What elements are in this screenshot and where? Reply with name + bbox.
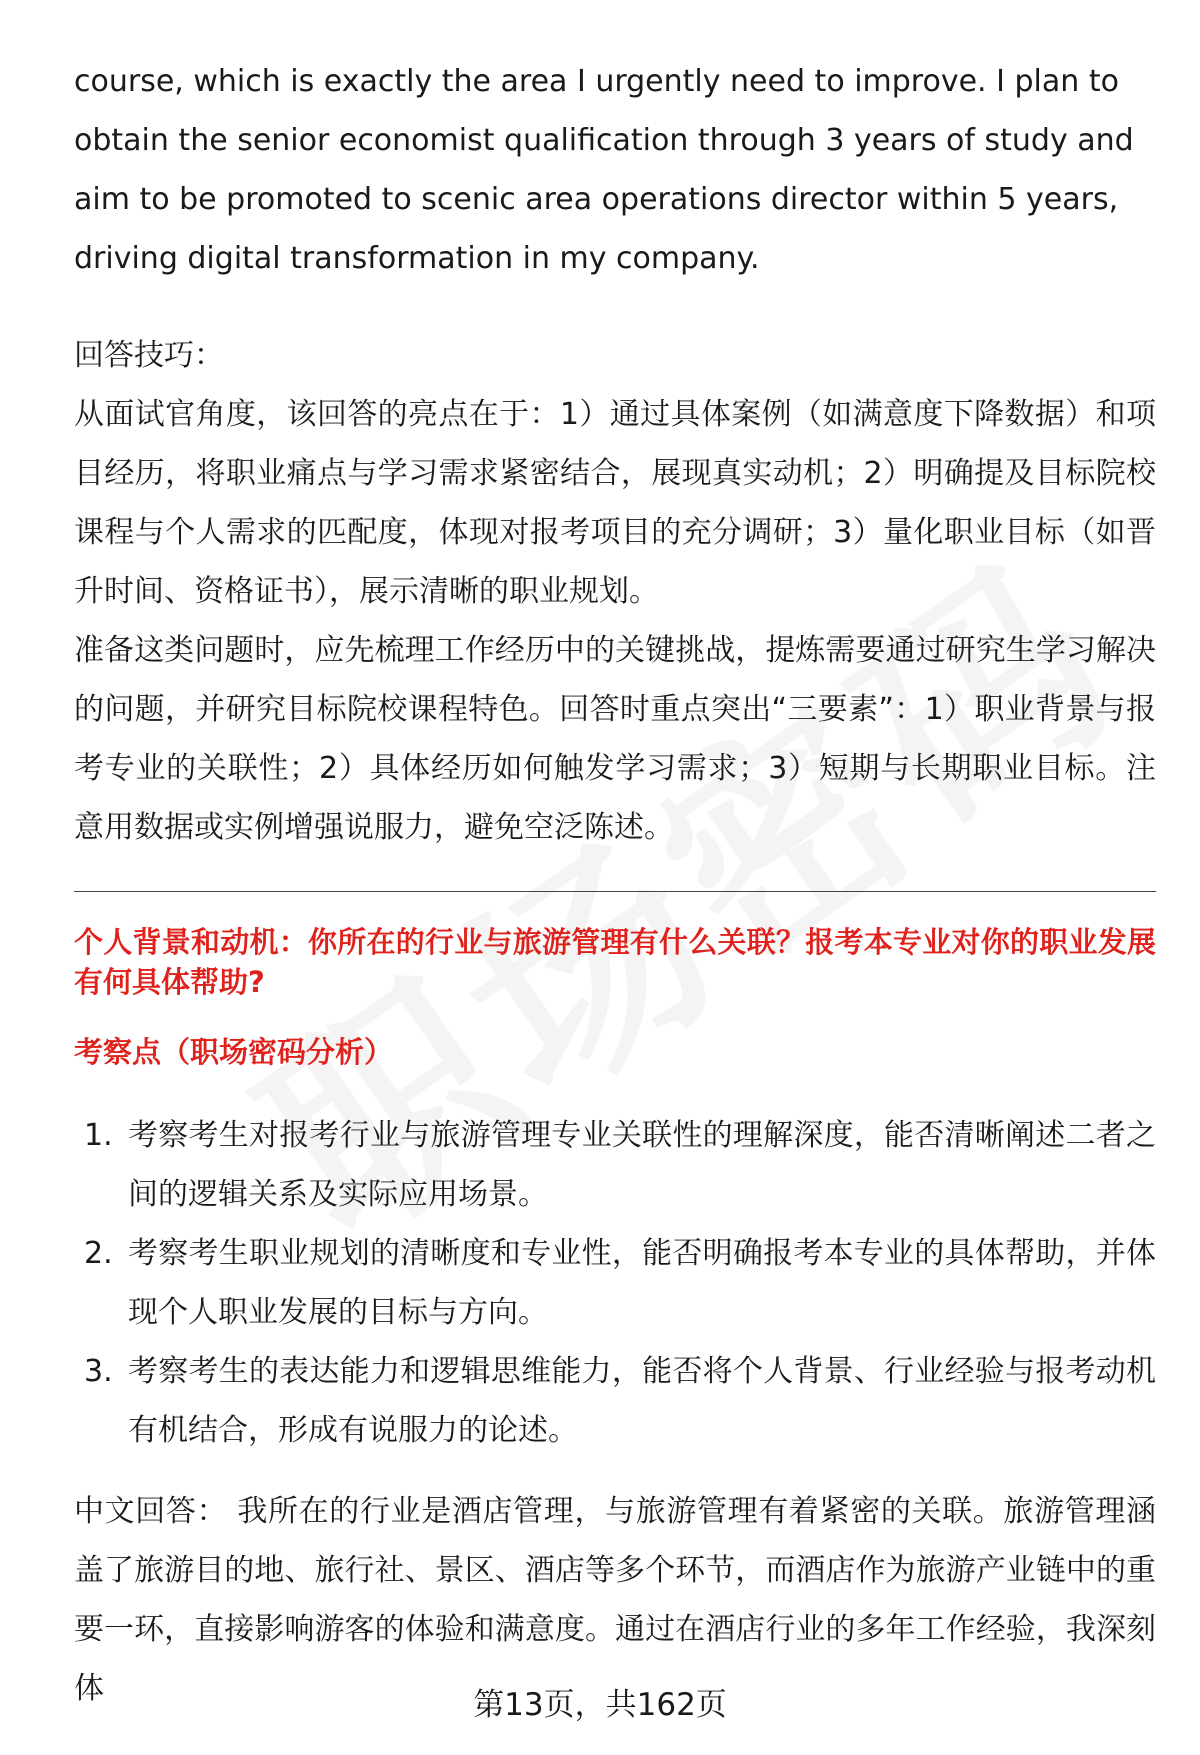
analysis-heading: 考察点（职场密码分析） xyxy=(74,1035,394,1069)
list-item xyxy=(74,1106,1156,1224)
page-number-footer: 第13页，共162页 xyxy=(473,1687,727,1723)
list-item-number: 1. xyxy=(84,1118,113,1153)
analysis-points-list xyxy=(74,1106,1156,1460)
list-item-text: 考察考生对报考行业与旅游管理专业关联性的理解深度，能否清晰阐述二者之间的逻辑关系及实际应用场景。 xyxy=(128,1118,1156,1212)
list-item-text: 考察考生的表达能力和逻辑思维能力，能否将个人背景、行业经验与报考动机有机结合，形成有说服力的论述。 xyxy=(128,1354,1156,1448)
question-heading: 个人背景和动机：你所在的行业与旅游管理有什么关联？报考本专业对你的职业发展有何具体帮助? xyxy=(74,925,1156,999)
list-item-text: 考察考生职业规划的清晰度和专业性，能否明确报考本专业的具体帮助，并体现个人职业发展的目标与方向。 xyxy=(128,1236,1156,1330)
english-answer-continuation: course, which is exactly the area I urgently need to improve. I plan to obtain the senior economist qualification through 3 years of study and aim to be promoted to scenic area operations director within 5 years, driving digital transformation in my company. xyxy=(74,64,1134,276)
list-item xyxy=(74,1224,1156,1342)
list-item-number: 3. xyxy=(84,1354,113,1389)
tips-heading: 回答技巧： xyxy=(74,338,224,373)
chinese-answer: 中文回答： 我所在的行业是酒店管理，与旅游管理有着紧密的关联。旅游管理涵盖了旅游目的地、旅行社、景区、酒店等多个环节，而酒店作为旅游产业链中的重要一环，直接影响游客的体验和满意度。通过在酒店行业的多年工作经验，我深刻体 xyxy=(74,1494,1156,1706)
list-item xyxy=(74,1342,1156,1460)
tips-paragraph-1: 从面试官角度，该回答的亮点在于：1）通过具体案例（如满意度下降数据）和项目经历，将职业痛点与学习需求紧密结合，展现真实动机；2）明确提及目标院校课程与个人需求的匹配度，体现对报考项目的充分调研；3）量化职业目标（如晋升时间、资格证书），展示清晰的职业规划。 xyxy=(74,397,1156,609)
list-item-number: 2. xyxy=(84,1236,113,1271)
tips-paragraph-2: 准备这类问题时，应先梳理工作经历中的关键挑战，提炼需要通过研究生学习解决的问题，并研究目标院校课程特色。回答时重点突出“三要素”：1）职业背景与报考专业的关联性；2）具体经历如何触发学习需求；3）短期与长期职业目标。注意用数据或实例增强说服力，避免空泛陈述。 xyxy=(74,633,1156,845)
page-content xyxy=(74,52,1156,1718)
